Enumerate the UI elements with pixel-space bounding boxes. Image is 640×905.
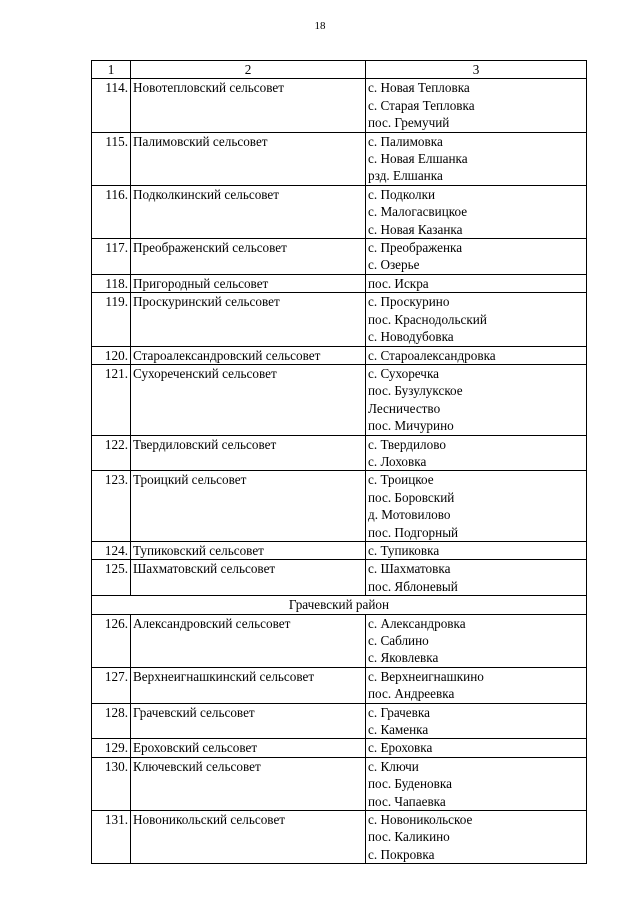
settlement-name: пос. Искра [368, 275, 429, 291]
row-number: 121. [92, 364, 131, 435]
header-col-2: 2 [131, 61, 366, 79]
settlement-name: с. Новодубовка [368, 329, 454, 345]
row-number: 127. [92, 667, 131, 703]
row-number: 114. [92, 79, 131, 132]
table-row [92, 560, 587, 596]
table-header-row [92, 61, 587, 79]
settlements-cell [366, 667, 587, 703]
settlements-cell [366, 185, 587, 238]
settlement-name: с. Преображенка [368, 240, 463, 256]
settlement-name: с. Покровка [368, 846, 435, 862]
table-row [92, 471, 587, 542]
settlement-name: с. Грачевка [368, 704, 430, 720]
row-number: 126. [92, 614, 131, 667]
settlement-name: пос. Бузулукское [368, 383, 463, 399]
settlement-name: с. Озерье [368, 257, 420, 273]
selsovet-name: Новотепловский сельсовет [131, 79, 366, 132]
settlements-cell [366, 132, 587, 185]
row-number: 123. [92, 471, 131, 542]
settlement-name: Лесничество [368, 400, 441, 416]
selsovet-name: Новоникольский сельсовет [131, 811, 366, 864]
selsovet-name: Ключевский сельсовет [131, 757, 366, 810]
selsovet-name: Подколкинский сельсовет [131, 185, 366, 238]
selsovet-name: Проскуринский сельсовет [131, 293, 366, 346]
table-row [92, 667, 587, 703]
settlement-name: с. Яковлевка [368, 650, 439, 666]
header-col-1: 1 [92, 61, 131, 79]
settlement-name: с. Новая Елшанка [368, 151, 468, 167]
settlement-name: пос. Яблоневый [368, 578, 458, 594]
settlement-name: с. Старая Тепловка [368, 97, 475, 113]
table-row [92, 703, 587, 739]
row-number: 120. [92, 346, 131, 364]
header-col-3: 3 [366, 61, 587, 79]
settlement-name: с. Лоховка [368, 453, 427, 469]
settlement-name: с. Палимовка [368, 133, 443, 149]
selsovet-name: Шахматовский сельсовет [131, 560, 366, 596]
settlement-name: пос. Буденовка [368, 776, 452, 792]
selsovet-name: Грачевский сельсовет [131, 703, 366, 739]
settlement-name: с. Новая Тепловка [368, 80, 470, 96]
settlements-cell [366, 739, 587, 757]
table-row [92, 239, 587, 275]
selsovet-name: Троицкий сельсовет [131, 471, 366, 542]
page-number: 18 [314, 20, 326, 32]
section-header-row [92, 596, 587, 614]
row-number: 122. [92, 435, 131, 471]
settlements-cell [366, 293, 587, 346]
selsovet-name: Пригородный сельсовет [131, 274, 366, 292]
selsovet-name: Староалександровский сельсовет [131, 346, 366, 364]
settlement-name: с. Троицкое [368, 472, 434, 488]
row-number: 115. [92, 132, 131, 185]
settlement-name: с. Проскурино [368, 294, 450, 310]
settlement-name: с. Ероховка [368, 740, 433, 756]
settlement-name: с. Шахматовка [368, 561, 451, 577]
row-number: 125. [92, 560, 131, 596]
selsovet-name: Ероховский сельсовет [131, 739, 366, 757]
row-number: 119. [92, 293, 131, 346]
table-row [92, 274, 587, 292]
settlement-name: с. Староалександровка [368, 347, 496, 363]
selsovet-name: Палимовский сельсовет [131, 132, 366, 185]
settlements-cell [366, 614, 587, 667]
table-row [92, 293, 587, 346]
selsovet-name: Александровский сельсовет [131, 614, 366, 667]
settlements-cell [366, 239, 587, 275]
settlement-name: с. Сухоречка [368, 365, 440, 381]
settlement-name: с. Верхнеигнашкино [368, 668, 484, 684]
selsovet-name: Твердиловский сельсовет [131, 435, 366, 471]
table-row [92, 739, 587, 757]
row-number: 129. [92, 739, 131, 757]
settlement-name: с. Александровка [368, 615, 466, 631]
table-row [92, 435, 587, 471]
settlements-table [91, 60, 587, 864]
table-row [92, 614, 587, 667]
table-row [92, 79, 587, 132]
settlement-name: пос. Гремучий [368, 115, 450, 131]
settlements-cell [366, 560, 587, 596]
settlements-cell [366, 435, 587, 471]
selsovet-name: Преображенский сельсовет [131, 239, 366, 275]
settlements-cell [366, 346, 587, 364]
row-number: 128. [92, 703, 131, 739]
row-number: 116. [92, 185, 131, 238]
section-title: Грачевский район [92, 596, 587, 614]
table-row [92, 185, 587, 238]
settlements-cell [366, 703, 587, 739]
settlement-name: с. Тупиковка [368, 542, 440, 558]
row-number: 117. [92, 239, 131, 275]
settlement-name: пос. Краснодольский [368, 311, 487, 327]
row-number: 131. [92, 811, 131, 864]
settlements-cell [366, 757, 587, 810]
table-body [92, 61, 587, 864]
settlement-name: пос. Чапаевка [368, 793, 446, 809]
settlement-name: пос. Андреевка [368, 686, 455, 702]
settlement-name: с. Саблино [368, 633, 429, 648]
settlements-cell [366, 541, 587, 559]
table-row [92, 364, 587, 435]
settlements-cell [366, 79, 587, 132]
settlement-name: пос. Мичурино [368, 418, 454, 434]
settlement-name: с. Новая Казанка [368, 221, 463, 237]
settlement-name: пос. Подгорный [368, 524, 459, 540]
table-row [92, 346, 587, 364]
settlement-name: с. Каменка [368, 722, 429, 738]
settlement-name: с. Новоникольское [368, 812, 473, 828]
row-number: 118. [92, 274, 131, 292]
selsovet-name: Тупиковский сельсовет [131, 541, 366, 559]
settlement-name: с. Ключи [368, 758, 419, 774]
settlements-cell [366, 471, 587, 542]
settlement-name: с. Малогасвицкое [368, 204, 468, 220]
settlements-cell [366, 274, 587, 292]
selsovet-name: Верхнеигнашкинский сельсовет [131, 667, 366, 703]
settlement-name: с. Подколки [368, 186, 436, 202]
table-row [92, 541, 587, 559]
table-row [92, 132, 587, 185]
settlement-name: рзд. Елшанка [368, 168, 443, 184]
settlement-name: пос. Боровский [368, 489, 455, 505]
table-row [92, 811, 587, 864]
settlement-name: с. Твердилово [368, 436, 446, 452]
row-number: 124. [92, 541, 131, 559]
settlements-cell [366, 811, 587, 864]
settlement-name: д. Мотовилово [368, 507, 451, 523]
settlement-name: пос. Каликино [368, 829, 450, 845]
row-number: 130. [92, 757, 131, 810]
table-row [92, 757, 587, 810]
settlements-cell [366, 364, 587, 435]
selsovet-name: Сухореченский сельсовет [131, 364, 366, 435]
